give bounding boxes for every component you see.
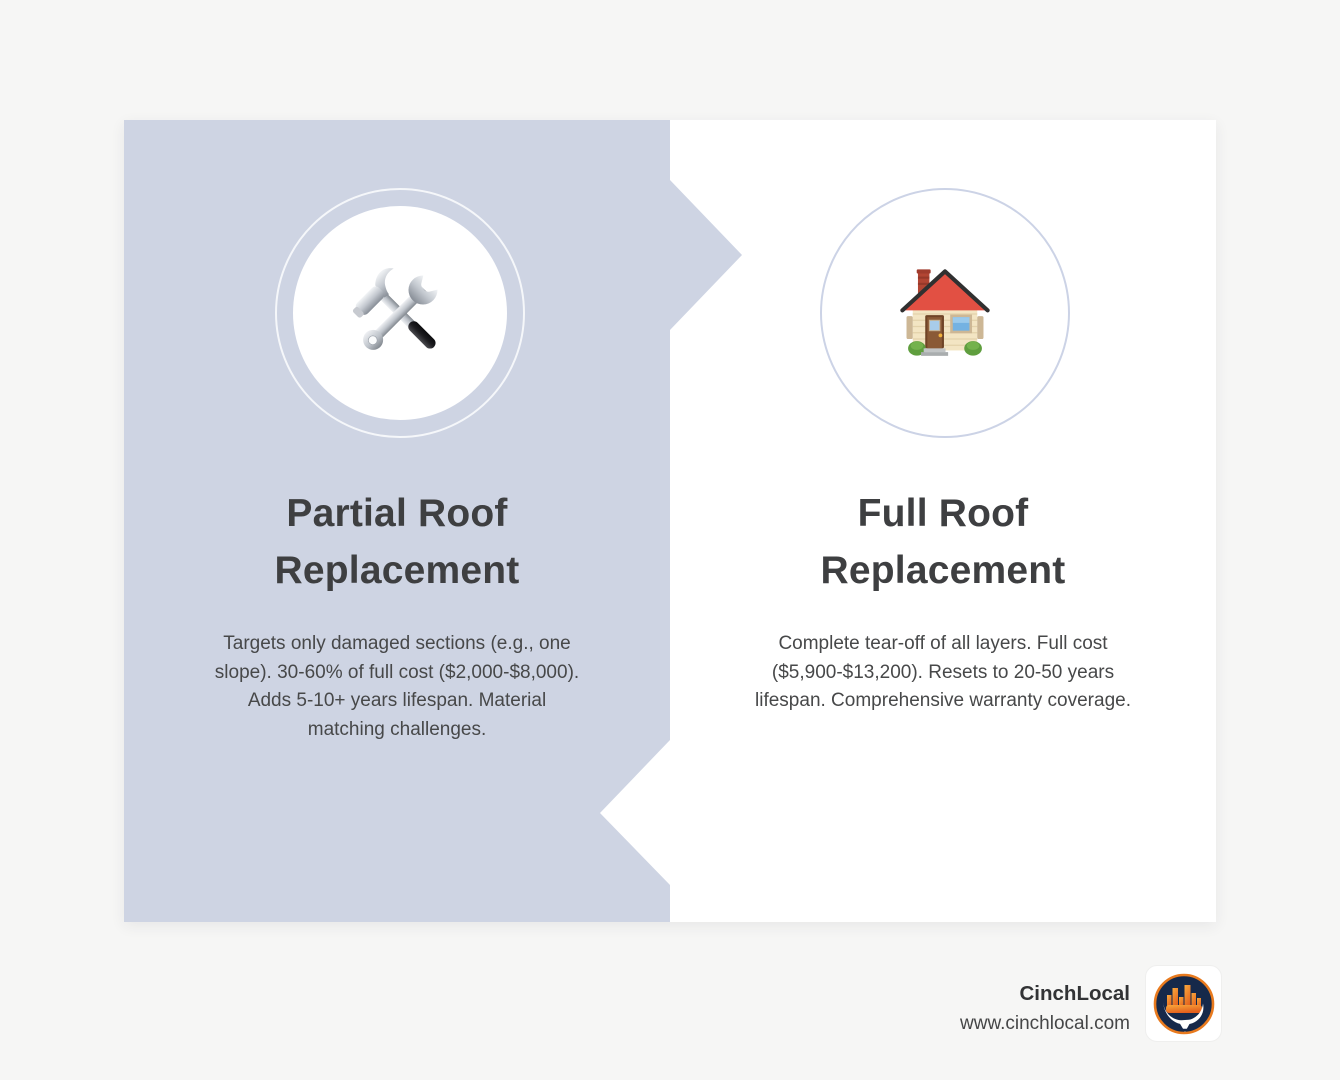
brand-text-block <box>960 971 1130 1037</box>
full-roof-title <box>670 485 1216 599</box>
comparison-card <box>124 120 1216 922</box>
title-line: Full Roof <box>857 492 1029 535</box>
brand-name: CinchLocal <box>1019 981 1130 1005</box>
description-line: lifespan. Comprehensive warranty coverage. <box>755 690 1131 711</box>
title-line: Replacement <box>274 549 520 592</box>
description-line: Targets only damaged sections (e.g., one <box>223 633 571 654</box>
description-line: ($5,900-$13,200). Resets to 20-50 years <box>771 661 1115 683</box>
description-line: matching challenges. <box>307 718 487 740</box>
full-roof-description <box>670 630 1216 716</box>
cinchlocal-logo <box>1145 965 1222 1042</box>
hammer-and-wrench-icon <box>344 257 456 369</box>
partial-roof-panel <box>124 120 670 922</box>
footer-branding <box>960 965 1222 1042</box>
full-roof-icon-ring <box>820 188 1070 438</box>
description-line: slope). 30-60% of full cost ($2,000-$8,000). <box>214 661 580 683</box>
title-line: Partial Roof <box>286 492 508 535</box>
partial-roof-description <box>124 630 670 744</box>
description-line: Complete tear-off of all layers. Full cost <box>778 633 1108 654</box>
title-line: Replacement <box>820 549 1066 592</box>
partial-roof-title <box>124 485 670 599</box>
brand-website: www.cinchlocal.com <box>960 1012 1130 1034</box>
cinchlocal-logo-icon <box>1152 972 1216 1036</box>
partial-roof-icon-circle <box>293 206 507 420</box>
house-icon <box>893 261 997 365</box>
full-roof-icon-circle <box>838 206 1052 420</box>
full-roof-panel <box>670 120 1216 922</box>
description-line: Adds 5-10+ years lifespan. Material <box>247 690 547 711</box>
partial-roof-icon-ring <box>275 188 525 438</box>
